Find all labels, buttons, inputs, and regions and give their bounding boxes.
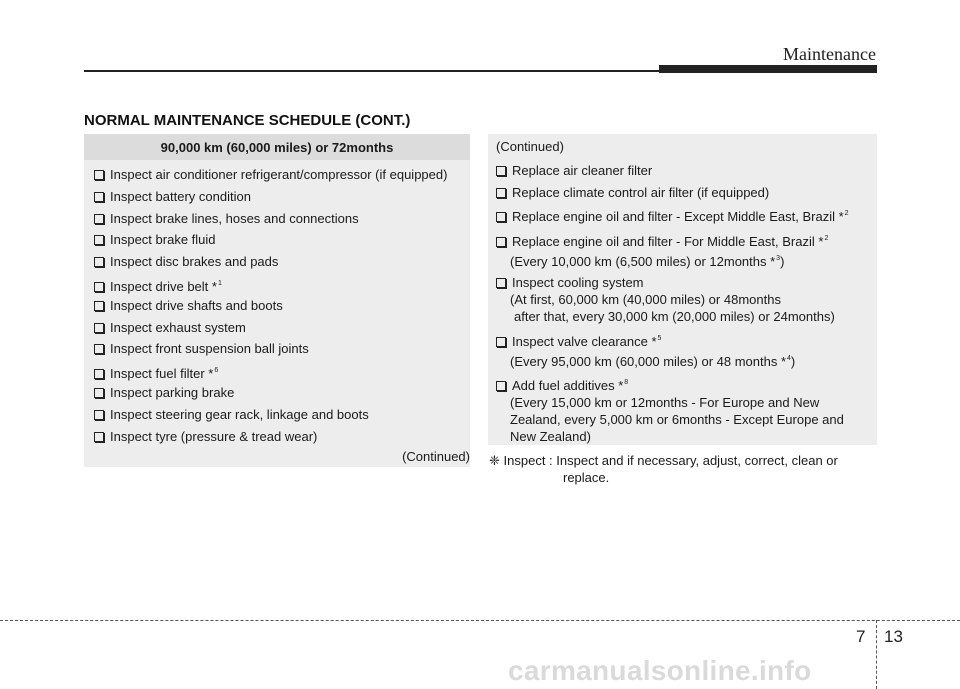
continued-note-right: (Continued) xyxy=(496,139,564,154)
checkbox-icon xyxy=(496,237,506,247)
list-item-detail xyxy=(496,291,871,308)
list-item xyxy=(94,273,466,295)
list-item-detail xyxy=(496,394,871,445)
list-item xyxy=(496,162,871,179)
detail-text: (Every 95,000 km (60,000 miles) or 48 months * xyxy=(510,353,787,369)
page-number: 13 xyxy=(884,627,903,646)
checkbox-icon xyxy=(496,166,506,176)
list-item xyxy=(94,382,466,404)
list-item-line xyxy=(94,404,466,426)
checkbox-icon xyxy=(94,410,104,420)
footnote-line-1: Inspect : Inspect and if necessary, adjust, correct, clean or xyxy=(503,453,838,468)
list-item-line xyxy=(94,317,466,339)
list-item-line xyxy=(94,426,466,448)
list-item-line xyxy=(496,184,871,201)
list-item xyxy=(94,360,466,382)
running-header-title: Maintenance xyxy=(783,44,876,64)
list-item xyxy=(496,184,871,201)
list-item-line xyxy=(496,162,871,179)
list-item-text: Replace engine oil and filter - For Middle East, Brazil * xyxy=(512,233,824,249)
list-item xyxy=(94,208,466,230)
list-item-line xyxy=(94,382,466,404)
chapter-number: 7 xyxy=(856,627,866,646)
detail-end: ) xyxy=(790,353,796,369)
right-maintenance-list xyxy=(496,162,871,450)
footnote-marker: 5 xyxy=(657,334,662,342)
list-item xyxy=(94,317,466,339)
list-item-text: Inspect air conditioner refrigerant/compressor (if equipped) xyxy=(110,167,448,182)
list-item-detail xyxy=(496,250,871,270)
list-item-text: Inspect exhaust system xyxy=(110,319,246,335)
footnote-marker: 3 xyxy=(776,254,781,262)
list-item-text: Replace engine oil and filter - Except Middle East, Brazil * xyxy=(512,209,844,224)
footnote-marker: 1 xyxy=(217,279,222,287)
list-item xyxy=(94,338,466,360)
list-item-line xyxy=(94,229,466,251)
detail-end: ) xyxy=(780,253,785,269)
header-rule-thick xyxy=(659,65,877,73)
footnote-marker: 8 xyxy=(624,379,629,386)
list-item-text: Inspect battery condition xyxy=(110,188,251,204)
checkbox-icon xyxy=(94,214,104,224)
list-item-line xyxy=(94,186,466,208)
inspect-footnote xyxy=(489,452,874,486)
header-rule-thin xyxy=(84,70,664,72)
continued-note-left: (Continued) xyxy=(402,449,470,464)
list-item-text: Inspect drive belt * xyxy=(110,278,217,294)
checkbox-icon xyxy=(94,323,104,333)
detail-text: (Every 10,000 km (6,500 miles) or 12months * xyxy=(510,253,776,269)
checkbox-icon xyxy=(94,257,104,267)
checkbox-icon xyxy=(94,344,104,354)
checkbox-icon xyxy=(94,282,104,292)
footnote-marker: 2 xyxy=(824,234,829,242)
footnote-symbol-icon: ❈ xyxy=(489,453,500,468)
detail-text: (At first, 60,000 km (40,000 miles) or 48months xyxy=(510,292,781,307)
list-item-line xyxy=(496,274,871,291)
list-item-line xyxy=(94,164,466,186)
footer-divider xyxy=(876,620,877,689)
detail-text: (Every 15,000 km or 12months - For Europe and New Zealand, every 5,000 km or 6months - Except Europe and New Zealand) xyxy=(510,395,844,444)
list-item xyxy=(94,426,466,448)
list-item xyxy=(496,274,871,325)
list-item-detail xyxy=(496,350,871,370)
list-item-line xyxy=(496,230,871,250)
list-item-line xyxy=(94,295,466,317)
footnote-line-2: replace. xyxy=(563,470,610,485)
list-item-detail-2: after that, every 30,000 km (20,000 miles) or 24months) xyxy=(514,309,835,324)
checkbox-icon xyxy=(496,188,506,198)
list-item xyxy=(94,251,466,273)
list-item-text: Replace climate control air filter (if equipped) xyxy=(512,184,770,200)
list-item-text: Inspect front suspension ball joints xyxy=(110,341,309,357)
footer-rule xyxy=(0,620,960,621)
list-item-line xyxy=(496,205,871,225)
list-item xyxy=(496,230,871,270)
section-title: NORMAL MAINTENANCE SCHEDULE (CONT.) xyxy=(84,112,411,129)
list-item-line xyxy=(496,374,871,394)
list-item-line xyxy=(94,251,466,273)
checkbox-icon xyxy=(94,369,104,379)
list-item-text: Inspect fuel filter * xyxy=(110,366,214,382)
list-item-text: Inspect valve clearance * xyxy=(512,333,657,349)
checkbox-icon xyxy=(94,235,104,245)
watermark: carmanualsonline.info xyxy=(508,655,812,686)
checkbox-icon xyxy=(496,278,506,288)
list-item-line xyxy=(94,338,466,360)
list-item xyxy=(496,330,871,370)
list-item-text: Inspect steering gear rack, linkage and boots xyxy=(110,406,369,422)
left-maintenance-list xyxy=(94,164,466,447)
list-item-text: Inspect drive shafts and boots xyxy=(110,297,283,313)
list-item-text: Add fuel additives * xyxy=(512,378,624,393)
checkbox-icon xyxy=(496,212,506,222)
list-item-text: Inspect cooling system xyxy=(512,275,644,290)
list-item-text: Inspect tyre (pressure & tread wear) xyxy=(110,428,318,444)
checkbox-icon xyxy=(94,432,104,442)
list-item xyxy=(94,404,466,426)
checkbox-icon xyxy=(94,192,104,202)
list-item xyxy=(496,205,871,225)
checkbox-icon xyxy=(94,301,104,311)
list-item-text: Inspect brake fluid xyxy=(110,232,216,248)
footnote-marker: 6 xyxy=(214,367,219,375)
list-item-text: Inspect parking brake xyxy=(110,384,235,400)
list-item xyxy=(94,295,466,317)
list-item-text: Replace air cleaner filter xyxy=(512,163,653,178)
checkbox-icon xyxy=(94,170,104,180)
list-item xyxy=(496,374,871,445)
footnote-marker: 4 xyxy=(787,354,791,362)
list-item-text: Inspect disc brakes and pads xyxy=(110,254,279,270)
footnote-marker: 2 xyxy=(844,210,849,217)
list-item xyxy=(94,229,466,251)
list-item-line xyxy=(496,330,871,350)
list-item xyxy=(94,164,466,186)
list-item-text: Inspect brake lines, hoses and connections xyxy=(110,210,359,226)
checkbox-icon xyxy=(94,388,104,398)
checkbox-icon xyxy=(496,337,506,347)
list-item-line xyxy=(94,208,466,230)
interval-heading: 90,000 km (60,000 miles) or 72months xyxy=(84,134,470,160)
list-item xyxy=(94,186,466,208)
checkbox-icon xyxy=(496,381,506,391)
